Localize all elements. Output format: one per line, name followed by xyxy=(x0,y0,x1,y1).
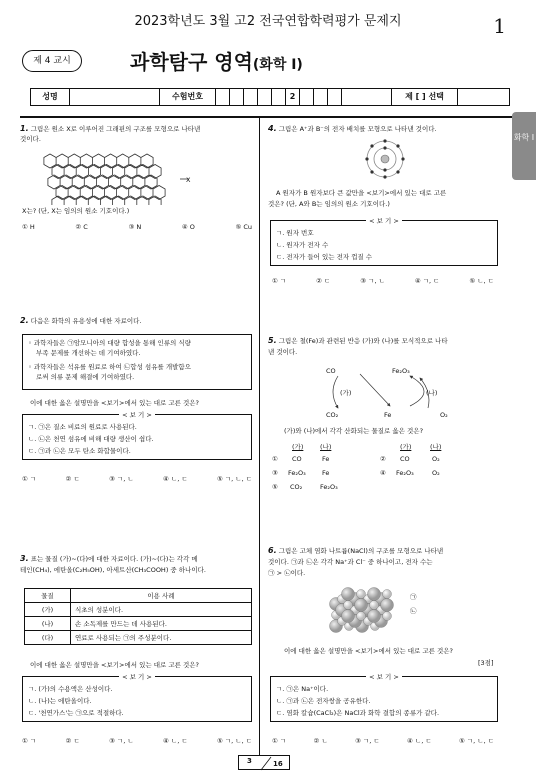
choice[interactable]: ④ ㄴ, ㄷ xyxy=(407,737,432,745)
large-ion xyxy=(355,599,368,612)
q2-box-line: ◦ 과학자들은 석유를 원료로 하여 ㉡합성 섬유를 개발함으 xyxy=(28,363,191,371)
small-ion xyxy=(370,601,379,610)
exam-digit-box[interactable] xyxy=(215,89,229,105)
ion-label-2: ㉡ xyxy=(410,607,417,615)
exam-digit-box[interactable] xyxy=(257,89,271,105)
exam-digit-box[interactable] xyxy=(243,89,257,105)
page-counter xyxy=(238,755,290,770)
q2-box-line: 로써 의류 문제 해결에 기여하였다. xyxy=(36,373,135,381)
q2-box-line: ◦ 과학자들은 ㉠암모니아의 대량 합성을 통해 인류의 식량 xyxy=(28,339,191,347)
ion-label-1: ㉠ xyxy=(410,593,417,601)
choice[interactable]: ① ㄱ xyxy=(22,475,37,483)
q3-text2: 테인(CH₄), 에탄올(C₂H₅OH), 아세트산(CH₃COOH) 중 하나이다. xyxy=(20,566,206,574)
col-header: (나) xyxy=(430,443,442,451)
exam-digit-box[interactable] xyxy=(229,89,243,105)
student-info-bar xyxy=(30,88,510,106)
q6-points: [3점] xyxy=(478,659,494,667)
choice-num[interactable]: ⑤ xyxy=(272,483,278,491)
diagram-label: CO₂ xyxy=(326,411,339,419)
exam-digit-box[interactable] xyxy=(327,89,341,105)
choice[interactable]: ② ㄷ xyxy=(65,737,80,745)
bogi-label: < 보 기 > xyxy=(22,410,252,420)
choice[interactable]: ② ㄷ xyxy=(316,277,331,285)
graphene-diagram xyxy=(40,153,190,205)
bogi-item: ㄷ. 전자가 들어 있는 전자 껍질 수 xyxy=(276,253,373,261)
table-row: (나) 손 소독제를 만드는 데 사용된다. xyxy=(25,617,252,631)
q5-text: 5. 그림은 철(Fe)과 관련된 반응 (가)와 (나)를 모식적으로 나타 xyxy=(268,336,448,345)
choice-num[interactable]: ③ xyxy=(272,469,278,477)
selection-label: 제 [ ] 선택 xyxy=(391,89,457,105)
diagram-label: O₂ xyxy=(440,411,448,419)
choice[interactable]: ③ ㄱ, ㄴ xyxy=(109,475,134,483)
subject-side-tab: 화학 I xyxy=(512,112,536,180)
table-header: 이용 사례 xyxy=(71,589,252,603)
choice-cell: Fe xyxy=(322,469,330,477)
q4-text: 4. 그림은 A⁺과 B⁻의 전자 배치를 모형으로 나타낸 것이다. xyxy=(268,124,437,133)
exam-digit-box[interactable] xyxy=(299,89,313,105)
choice-cell: CO xyxy=(292,455,302,463)
choice[interactable]: ③ N xyxy=(128,223,142,231)
current-page: 3 xyxy=(247,757,252,765)
bogi-item: ㄱ. ㉠은 Na⁺이다. xyxy=(276,685,329,693)
col-header: (가) xyxy=(400,443,412,451)
q4-text3: 것은? (단, A와 B는 임의의 원소 기호이다.) xyxy=(268,200,390,208)
bogi-item: ㄴ. ㉠과 ㉡은 전자쌍을 공유한다. xyxy=(276,697,371,705)
bogi-item: ㄷ. ㉠과 ㉡은 모두 탄소 화합물이다. xyxy=(28,447,131,455)
diagram-label: CO xyxy=(326,367,336,375)
choice-cell: Fe₂O₃ xyxy=(396,469,414,477)
large-ion xyxy=(342,588,355,601)
bogi-item: ㄴ. (나)는 에탄올이다. xyxy=(28,697,92,705)
bogi-label: < 보 기 > xyxy=(22,672,252,682)
choice-cell: Fe₂O₃ xyxy=(320,483,338,491)
choice[interactable]: ③ ㄱ, ㄴ xyxy=(109,737,134,745)
small-ion xyxy=(383,612,392,621)
q2-text: 2. 다음은 화학의 유용성에 대한 자료이다. xyxy=(20,316,142,325)
choice-num[interactable]: ④ xyxy=(380,469,386,477)
q3-table xyxy=(24,588,252,645)
choice[interactable]: ④ O xyxy=(181,223,195,231)
col-header: (가) xyxy=(292,443,304,451)
choice[interactable]: ⑤ Cu xyxy=(235,223,252,231)
choice[interactable]: ① ㄱ xyxy=(272,277,287,285)
exam-title: 2023학년도 3월 고2 전국연합학력평가 문제지 xyxy=(134,14,402,29)
bogi-item: ㄴ. 원자가 전자 수 xyxy=(276,241,329,249)
diagram-label: (나) xyxy=(426,389,438,397)
nacl-lattice-diagram xyxy=(326,586,406,636)
q1-choices xyxy=(22,222,252,232)
q3-choices xyxy=(22,736,252,746)
q2-choices xyxy=(22,474,252,484)
choice[interactable]: ② C xyxy=(75,223,88,231)
bogi-item: ㄴ. ㉡은 천연 섬유에 비해 대량 생산이 쉽다. xyxy=(28,435,154,443)
diagram-label: Fe xyxy=(384,411,392,419)
q5-question: (가)와 (나)에서 각각 산화되는 물질로 옳은 것은? xyxy=(284,427,424,435)
total-pages: 16 xyxy=(273,760,283,768)
q5-text2: 낸 것이다. xyxy=(268,348,298,356)
choice[interactable]: ③ ㄱ, ㄷ xyxy=(355,737,380,745)
choice-num[interactable]: ② xyxy=(380,455,386,463)
page-number: 1 xyxy=(493,14,506,38)
small-ion xyxy=(344,601,353,610)
choice[interactable]: ④ ㄴ, ㄷ xyxy=(163,737,188,745)
large-ion xyxy=(381,599,394,612)
small-ion xyxy=(357,590,366,599)
q6-choices xyxy=(272,736,494,746)
graphene-label: X xyxy=(186,176,191,184)
graphene-lattice xyxy=(44,154,165,205)
header-rule xyxy=(20,116,516,118)
choice[interactable]: ⑤ ㄴ, ㄷ xyxy=(469,277,494,285)
bogi-label: < 보 기 > xyxy=(270,216,498,226)
large-ion xyxy=(368,610,381,623)
choice-cell: O₂ xyxy=(432,469,440,477)
small-ion xyxy=(383,590,392,599)
choice[interactable]: ② ㄴ xyxy=(313,737,328,745)
bogi-label: < 보 기 > xyxy=(270,672,498,682)
large-ion xyxy=(342,610,355,623)
table-header: 물질 xyxy=(25,589,71,603)
choice[interactable]: ④ ㄴ, ㄷ xyxy=(163,475,188,483)
q6-text3: ㉠ > ㉡이다. xyxy=(268,569,306,577)
choice[interactable]: ③ ㄱ, ㄴ xyxy=(360,277,385,285)
choice-num[interactable]: ① xyxy=(272,455,278,463)
choice-cell: CO₂ xyxy=(290,483,303,491)
electron-config-diagram xyxy=(360,138,410,180)
choice[interactable]: ① H xyxy=(22,223,35,231)
q1-text2: 것이다. xyxy=(20,135,41,143)
q6-question: 이에 대한 옳은 설명만을 <보기>에서 있는 대로 고른 것은? xyxy=(284,647,454,655)
choice-cell: O₂ xyxy=(432,455,440,463)
diagram-label: (가) xyxy=(340,389,352,397)
column-divider xyxy=(259,118,260,756)
q6-text2: 것이다. ㉠과 ㉡은 각각 Na⁺과 Cl⁻ 중 하나이고, 전자 수는 xyxy=(268,558,433,566)
q3-text: 3. 표는 물질 (가)~(다)에 대한 자료이다. (가)~(다)는 각각 메 xyxy=(20,554,198,563)
bogi-item: ㄱ. 원자 번호 xyxy=(276,229,314,237)
diagram-label: Fe₂O₃ xyxy=(392,367,410,375)
col-header: (나) xyxy=(320,443,332,451)
choice[interactable]: ⑤ ㄱ, ㄴ, ㄷ xyxy=(459,737,494,745)
choice[interactable]: ② ㄷ xyxy=(65,475,80,483)
name-label: 성명 xyxy=(42,92,58,101)
subject-title: 과학탐구 영역(화학 I) xyxy=(130,50,303,74)
q1-text: 1. 그림은 원소 X로 이루어진 그래핀의 구조를 모형으로 나타낸 xyxy=(20,124,201,133)
session-badge: 제 4 교시 xyxy=(22,50,82,72)
bogi-item: ㄱ. (가)의 수용액은 산성이다. xyxy=(28,685,113,693)
choice-cell: Fe xyxy=(322,455,330,463)
exam-digit-box[interactable] xyxy=(313,89,327,105)
choice-cell: CO xyxy=(400,455,410,463)
small-ion xyxy=(357,612,366,621)
q4-choices xyxy=(272,276,494,286)
table-row: (가) 식초의 성분이다. xyxy=(25,603,252,617)
choice[interactable]: ⑤ ㄱ, ㄴ, ㄷ xyxy=(217,475,252,483)
q6-text: 6. 그림은 고체 염화 나트륨(NaCl)의 구조를 모형으로 나타낸 xyxy=(268,546,444,555)
q4-text2: A 원자가 B 원자보다 큰 값만을 <보기>에서 있는 대로 고른 xyxy=(276,189,447,197)
bogi-item: ㄷ. '천연가스'는 ㉠으로 적절하다. xyxy=(28,709,124,717)
choice[interactable]: ⑤ ㄱ, ㄴ, ㄷ xyxy=(217,737,252,745)
bogi-item: ㄱ. ㉠은 질소 비료의 원료로 사용된다. xyxy=(28,423,137,431)
choice-cell: Fe₂O₃ xyxy=(288,469,306,477)
q2-box-line: 부족 문제를 개선하는 데 기여하였다. xyxy=(36,349,141,357)
exam-no-label: 수험번호 xyxy=(159,89,215,105)
subject-sub: (화학 I) xyxy=(252,57,303,73)
choice[interactable]: ④ ㄱ, ㄷ xyxy=(414,277,440,285)
exam-digit-box[interactable] xyxy=(271,89,285,105)
exam-digit-box[interactable] xyxy=(341,89,391,105)
choice[interactable]: ① ㄱ xyxy=(22,737,37,745)
q2-question: 이에 대한 옳은 설명만을 <보기>에서 있는 대로 고른 것은? xyxy=(30,399,200,407)
selection-field[interactable] xyxy=(457,89,511,105)
choice[interactable]: ① ㄱ xyxy=(272,737,287,745)
large-ion xyxy=(368,588,381,601)
name-field[interactable] xyxy=(69,89,159,105)
q3-question: 이에 대한 옳은 설명만을 <보기>에서 있는 대로 고른 것은? xyxy=(30,661,200,669)
bogi-item: ㄷ. 염화 칼슘(CaCl₂)은 NaCl과 화학 결합의 종류가 같다. xyxy=(276,709,440,717)
q1-question: X는? (단, X는 임의의 원소 기호이다.) xyxy=(22,207,130,215)
exam-digit-box: 2 xyxy=(285,89,299,105)
table-row: (다) 연료로 사용되는 ㉠의 주성분이다. xyxy=(25,631,252,645)
